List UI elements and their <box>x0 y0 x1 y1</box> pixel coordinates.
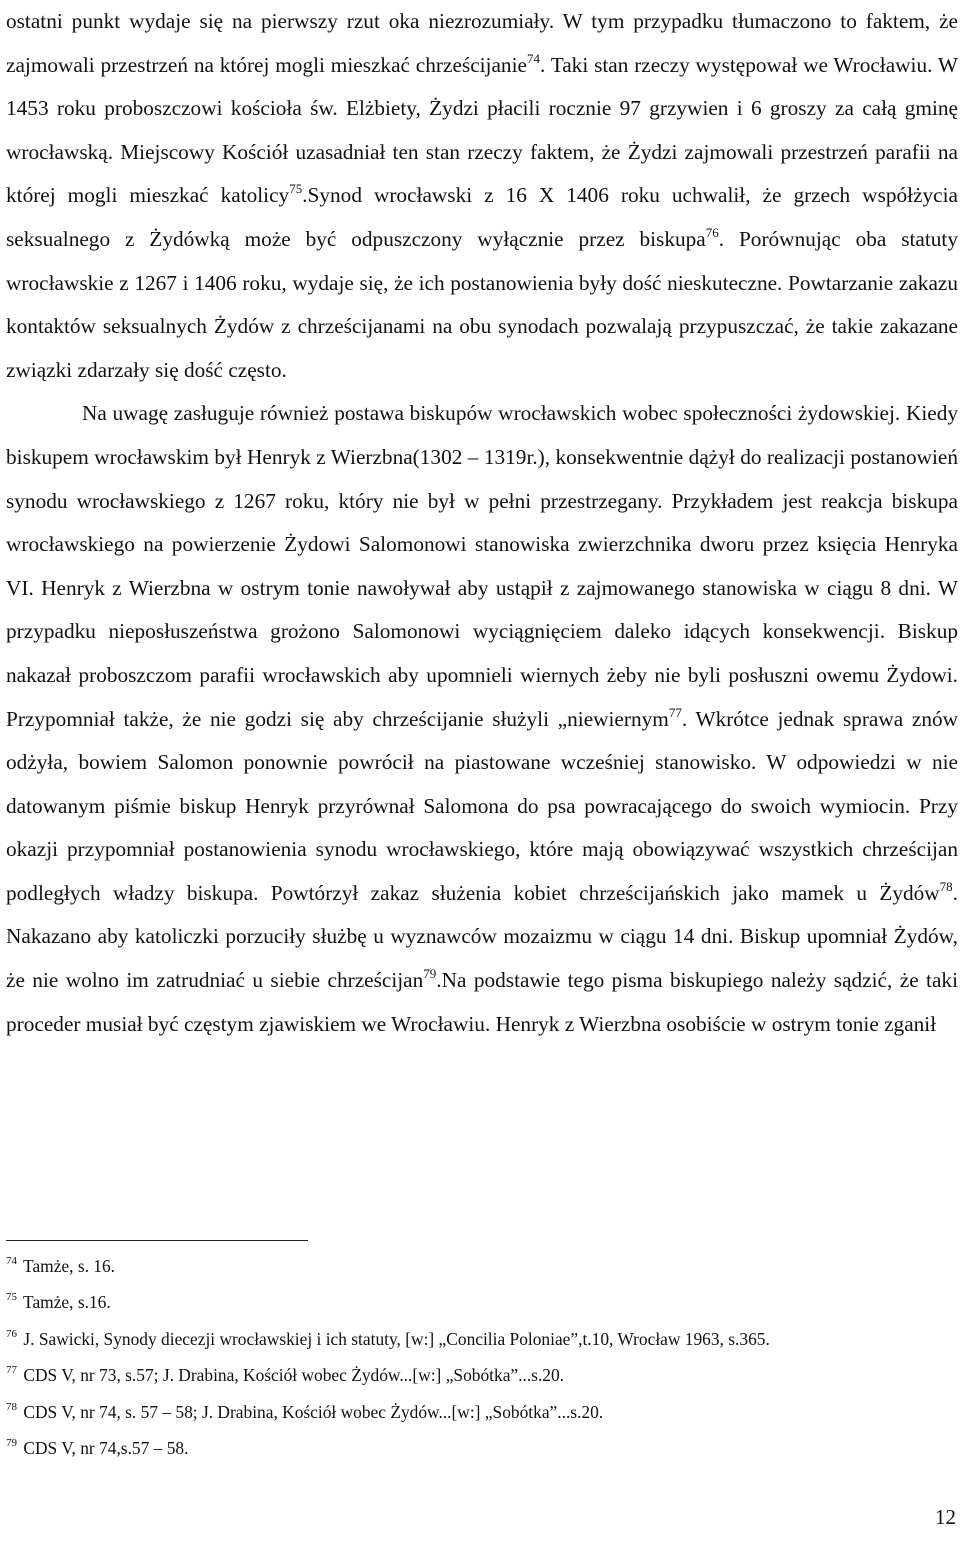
footnote-number: 74 <box>6 1255 17 1267</box>
footnote-text: Tamże, s. 16. <box>23 1256 116 1276</box>
footnote-76 <box>6 1321 958 1357</box>
paragraph-1-text-b: . Taki stan rzeczy występował we Wrocławiu. W 1453 roku proboszczowi kościoła św. Elżbiety, Żydzi płacili rocznie 97 grzywien i 6 groszy za całą gminę wrocławską. Miejscowy Kościół uzasadniał ten stan rzeczy faktem, że Żydzi zajmowali przestrzeń parafii na której mogli mieszkać katolicy <box>6 52 958 208</box>
paragraph-2-text-d: .Na podstawie tego pisma biskupiego należy sądzić, że taki proceder musiał być częstym zjawiskiem we Wrocławiu. Henryk z Wierzbna osobiście w ostrym tonie zganił <box>6 968 958 1036</box>
footnote-number: 76 <box>6 1327 17 1340</box>
paragraph-1-text-c: .Synod wrocławski z 16 X 1406 roku uchwalił, że grzech współżycia seksualnego z Żydówką może być odpuszczony wyłącznie przez biskupa <box>6 183 958 251</box>
footnote-text: CDS V, nr 74, s. 57 – 58; J. Drabina, Kościół wobec Żydów...[w:] „Sobótka”...s.20. <box>23 1401 604 1422</box>
paragraph-2-text-a: Na uwagę zasługuje również postawa biskupów wrocławskich wobec społeczności żydowskiej. Kiedy biskupem wrocławskim był Henryk z Wierzbna(1302 – 1319r.), konsekwentnie dążył do realizacji postanowień synodu wrocławskiego z 1267 roku, który nie był w pełni przestrzegany. Przykładem jest reakcja biskupa wrocławskiego na powierzenie Żydowi Salomonowi stanowiska zwierzchnika dworu przez księcia Henryka VI. Henryk z Wierzbna w ostrym tonie nawoływał aby ustąpił z zajmowanego stanowiska w ciągu 8 dni. W przypadku nieposłuszeństwa grożono Salomonowi wyciągnięciem daleko idących konsekwencji. Biskup nakazał proboszczom parafii wrocławskich aby upomnieli wiernych żeby nie byli posłuszni owemu Żydowi. Przypomniał także, że nie godzi się aby chrześcijanie służyli „niewiernym <box>6 401 958 731</box>
footnotes <box>6 1248 958 1466</box>
footnote-78 <box>6 1394 958 1430</box>
footnote-ref-74: 74 <box>526 50 540 66</box>
footnote-ref-77: 77 <box>668 704 682 720</box>
main-text <box>6 0 958 1046</box>
footnote-74 <box>6 1248 958 1284</box>
paragraph-1-text-d: . Porównując oba statuty wrocławskie z 1267 i 1406 roku, wydaje się, że ich postanowienia były dość nieskuteczne. Powtarzanie zakazu kontaktów seksualnych Żydów z chrześcijanami na obu synodach pozwalają przypuszczać, że takie zakazane związki zdarzały się dość często. <box>6 226 958 382</box>
paragraph-2 <box>6 392 958 1046</box>
footnote-separator <box>6 1240 308 1241</box>
footnote-79 <box>6 1430 958 1466</box>
paragraph-2-text-c: . Nakazano aby katoliczki porzuciły służbę u wyznawców mozaizmu w ciągu 14 dni. Biskup upomniał Żydów, że nie wolno im zatrudniać u siebie chrześcijan <box>6 880 958 993</box>
paragraph-1-text-a: ostatni punkt wydaje się na pierwszy rzut oka niezrozumiały. W tym przypadku tłumaczono to faktem, że zajmowali przestrzeń na której mogli mieszkać chrześcijanie <box>6 9 958 77</box>
footnote-ref-78: 78 <box>939 878 953 894</box>
page-number: 12 <box>935 1505 956 1529</box>
paragraph-1 <box>6 0 958 392</box>
footnote-number: 78 <box>6 1400 17 1413</box>
footnote-number: 79 <box>6 1437 17 1450</box>
footnote-ref-79: 79 <box>423 966 437 982</box>
document-page <box>6 0 958 1046</box>
footnote-75 <box>6 1284 958 1320</box>
footnote-text: J. Sawicki, Synody diecezji wrocławskiej i ich statuty, [w:] „Concilia Poloniae”,t.10, Wrocław 1963, s.365. <box>23 1328 770 1349</box>
footnote-77 <box>6 1357 958 1393</box>
footnote-ref-75: 75 <box>289 181 303 197</box>
footnote-number: 75 <box>6 1291 17 1304</box>
footnote-text: CDS V, nr 73, s.57; J. Drabina, Kościół wobec Żydów...[w:] „Sobótka”...s.20. <box>23 1365 565 1386</box>
footnote-text: Tamże, s.16. <box>23 1292 111 1313</box>
footnote-ref-76: 76 <box>705 224 719 240</box>
paragraph-2-text-b: . Wkrótce jednak sprawa znów odżyła, bowiem Salomon ponownie powrócił na piastowane wcześniej stanowisko. W odpowiedzi w nie datowanym piśmie biskup Henryk przyrównał Salomona do psa powracającego do swoich wymiocin. Przy okazji przypomniał postanowienia synodu wrocławskiego, które mają obowiązywać wszystkich chrześcijan podległych władzy biskupa. Powtórzył zakaz służenia kobiet chrześcijańskich jako mamek u Żydów <box>6 706 958 905</box>
footnote-text: CDS V, nr 74,s.57 – 58. <box>23 1438 189 1459</box>
footnote-number: 77 <box>6 1364 17 1377</box>
